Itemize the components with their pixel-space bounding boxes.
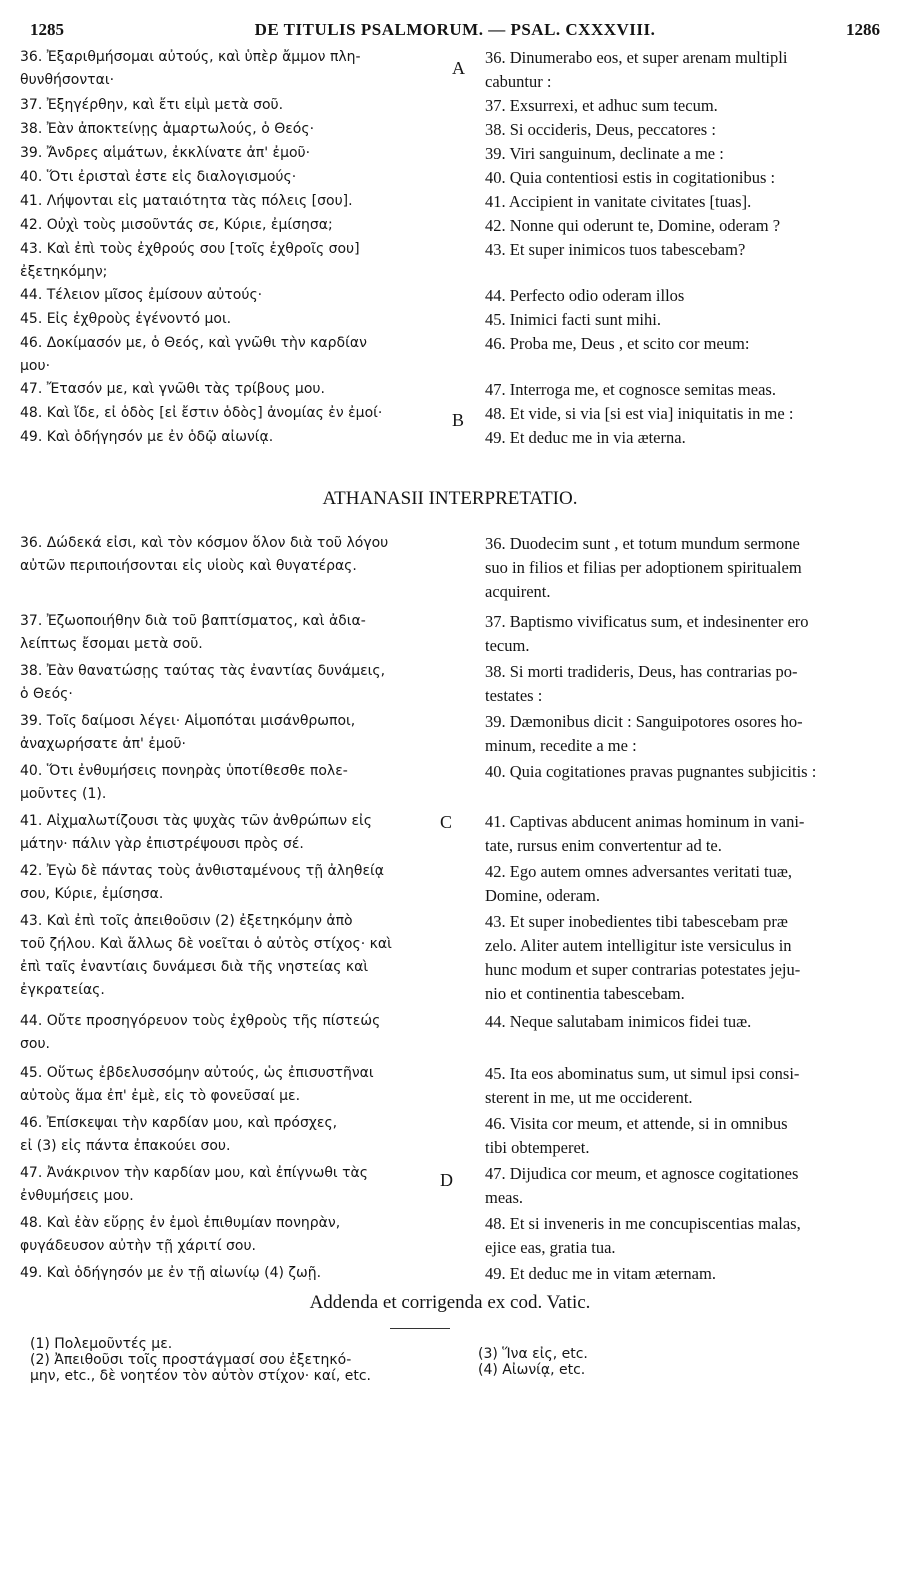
running-title: DE TITULIS PSALMORUM. — PSAL. CXXXVIII. [254, 20, 656, 39]
greek-verse: 43. Καὶ ἐπὶ τοῖς ἀπειθοῦσιν (2) ἐξετηκόμην ἀπὸ τοῦ ζήλου. Καὶ ἄλλως δὲ νοεῖται ὁ αὐτὸς στίχος· καὶ ἐπὶ ταῖς ἐναντίαις δυνάμεσι διὰ τῆς νηστείας καὶ ἐγκρατείας. [20, 913, 392, 998]
verse-row [20, 190, 888, 214]
latin-verse: 48. Et si inveneris in me concupiscentias malas, ejice eas, gratia tua. [485, 1214, 801, 1257]
latin-verse: 40. Quia contentiosi estis in cogitationibus : [485, 168, 776, 187]
greek-verse: 38. Ἐὰν θανατώσῃς ταύτας τὰς ἐναντίας δυνάμεις, ὁ Θεός· [20, 663, 386, 702]
verse-row [20, 910, 888, 1006]
latin-verse: 41. Accipient in vanitate civitates [tuas]. [485, 192, 752, 211]
footnote-divider [390, 1328, 450, 1329]
latin-verse: 44. Perfecto odio oderam illos [485, 286, 685, 305]
verse-row [20, 1162, 888, 1210]
verse-row [20, 284, 888, 308]
latin-verse: 38. Si morti tradideris, Deus, has contrarias po- testates : [485, 662, 798, 705]
verse-row [20, 1112, 888, 1160]
latin-verse: 42. Nonne qui oderunt te, Domine, oderam ? [485, 216, 781, 235]
latin-verse: 44. Neque salutabam inimicos fidei tuæ. [485, 1012, 752, 1031]
latin-verse: 40. Quia cogitationes pravas pugnantes subjicitis : [485, 762, 817, 781]
verse-row [20, 760, 888, 806]
greek-verse: 39. Τοῖς δαίμοσι λέγει· Αἱμοπόται μισάνθρωποι, ἀναχωρήσατε ἀπ' ἐμοῦ· [20, 713, 356, 752]
latin-verse: 43. Et super inimicos tuos tabescebam? [485, 240, 746, 259]
latin-verse: 39. Viri sanguinum, declinate a me : [485, 144, 724, 163]
latin-verse: 41. Captivas abducent animas hominum in vani- tate, rursus enim convertentur ad te. [485, 812, 805, 855]
greek-verse: 42. Ἐγὼ δὲ πάντας τοὺς ἀνθισταμένους τῇ ἀληθείᾳ σου, Κύριε, ἐμίσησα. [20, 863, 385, 902]
column-number-right: 1286 [846, 20, 880, 39]
verse-row [20, 710, 888, 758]
verse-row [20, 332, 888, 378]
psalm-text-section [20, 46, 888, 450]
greek-verse: 43. Καὶ ἐπὶ τοὺς ἐχθρούς σου [τοῖς ἐχθροῖς σου] ἐξετηκόμην; [20, 241, 360, 280]
verse-row [20, 1212, 888, 1260]
greek-verse: 45. Οὕτως ἐβδελυσσόμην αὐτούς, ὡς ἐπισυστῆναι αὐτοὺς ἅμα ἐπ' ἐμὲ, εἰς τὸ φονεῦσαί με. [20, 1065, 374, 1104]
greek-verse: 40. Ὅτι ἐνθυμήσεις πονηρὰς ὑποτίθεσθε πολε- μοῦντες (1). [20, 763, 348, 802]
greek-verse: 40. Ὅτι ἐρισταὶ ἐστε εἰς διαλογισμούς· [20, 169, 297, 185]
verse-row [20, 532, 888, 604]
latin-verse: 48. Et vide, si via [si est via] iniquitatis in me : [485, 404, 794, 423]
greek-verse: 45. Εἰς ἐχθροὺς ἐγένοντό μοι. [20, 311, 232, 327]
footnotes-right: (3) Ἵνα εἰς, etc. (4) Αἰωνίᾳ, etc. [478, 1346, 588, 1378]
greek-verse: 41. Αἰχμαλωτίζουσι τὰς ψυχὰς τῶν ἀνθρώπων εἰς μάτην· πάλιν γὰρ ἐπιστρέψουσι πρὸς σέ. [20, 813, 373, 852]
latin-verse: 38. Si occideris, Deus, peccatores : [485, 120, 716, 139]
verse-row [20, 660, 888, 708]
margin-letter-c: C [440, 812, 453, 832]
latin-verse: 37. Baptismo vivificatus sum, et indesinenter ero tecum. [485, 612, 809, 655]
latin-verse: 36. Duodecim sunt , et totum mundum sermone suo in filios et filias per adoptionem spiritualem acquirent. [485, 534, 802, 601]
latin-verse: 46. Proba me, Deus , et scito cor meum: [485, 334, 750, 353]
greek-verse: 44. Τέλειον μῖσος ἐμίσουν αὐτούς· [20, 287, 263, 303]
greek-verse: 37. Ἐξηγέρθην, καὶ ἔτι εἰμὶ μετὰ σοῦ. [20, 97, 284, 113]
greek-verse: 46. Δοκίμασόν με, ὁ Θεός, καὶ γνῶθι τὴν καρδίαν μου· [20, 335, 367, 374]
latin-verse: 42. Ego autem omnes adversantes veritati tuæ, Domine, oderam. [485, 862, 793, 905]
greek-verse: 42. Οὐχὶ τοὺς μισοῦντάς σε, Κύριε, ἐμίσησα; [20, 217, 333, 233]
latin-verse: 43. Et super inobedientes tibi tabescebam præ zelo. Aliter autem intelligitur iste versiculus in hunc modum et super contrarias potestates jeju- nio et continentia tabescebam. [485, 912, 801, 1003]
latin-verse: 46. Visita cor meum, et attende, si in omnibus tibi obtemperet. [485, 1114, 788, 1157]
greek-verse: 47. Ἔτασόν με, καὶ γνῶθι τὰς τρίβους μου. [20, 381, 325, 397]
verse-row [20, 214, 888, 238]
verse-row [20, 860, 888, 908]
greek-verse: 49. Καὶ ὁδήγησόν με ἐν τῇ αἰωνίῳ (4) ζωῇ. [20, 1265, 322, 1281]
latin-verse: 47. Interroga me, et cognosce semitas meas. [485, 380, 776, 399]
greek-verse: 49. Καὶ ὁδήγησόν με ἐν ὁδῷ αἰωνίᾳ. [20, 429, 274, 445]
greek-verse: 47. Ἀνάκρινον τὴν καρδίαν μου, καὶ ἐπίγνωθι τὰς ἐνθυμήσεις μου. [20, 1165, 368, 1204]
verse-row [20, 94, 888, 118]
latin-verse: 39. Dæmonibus dicit : Sanguipotores osores ho- minum, recedite a me : [485, 712, 803, 755]
athanasius-interpretation-section [20, 532, 888, 1286]
greek-verse: 38. Ἐὰν ἀποκτείνῃς ἁμαρτωλούς, ὁ Θεός· [20, 121, 315, 137]
margin-letter-a: A [452, 58, 465, 78]
greek-verse: 39. Ἄνδρες αἱμάτων, ἐκκλίνατε ἀπ' ἐμοῦ· [20, 145, 311, 161]
athanasius-heading: ATHANASII INTERPRETATIO. [322, 488, 578, 509]
verse-row [20, 378, 888, 402]
verse-row [20, 1062, 888, 1110]
footnotes-left: (1) Πολεμοῦντές με. (2) Ἀπειθοῦσι τοῖς προστάγμασί σου ἐξετηκό- μην, etc., δὲ νοητέον τὸν αὐτὸν στίχον· καί, etc. [30, 1336, 371, 1384]
greek-verse: 37. Ἐζωοποιήθην διὰ τοῦ βαπτίσματος, καὶ ἀδια- λείπτως ἔσομαι μετὰ σοῦ. [20, 613, 366, 652]
margin-letter-d: D [440, 1170, 453, 1190]
latin-verse: 49. Et deduc me in via æterna. [485, 428, 686, 447]
greek-verse: 36. Δώδεκά εἰσι, καὶ τὸν κόσμον ὅλον διὰ τοῦ λόγου αὐτῶν περιποιήσονται εἰς υἱοὺς καὶ θυγατέρας. [20, 535, 389, 574]
verse-row [20, 1262, 888, 1286]
latin-verse: 36. Dinumerabo eos, et super arenam multipli cabuntur : [485, 48, 788, 91]
verse-row [20, 238, 888, 284]
greek-verse: 48. Καὶ ἐὰν εὕρῃς ἐν ἐμοὶ ἐπιθυμίαν πονηρὰν, φυγάδευσον αὐτὴν τῇ χάριτί σου. [20, 1215, 341, 1254]
greek-verse: 48. Καὶ ἴδε, εἰ ὁδὸς [εἰ ἔστιν ὁδὸς] ἀνομίας ἐν ἐμοί· [20, 405, 383, 421]
addenda-heading: Addenda et corrigenda ex cod. Vatic. [309, 1292, 591, 1313]
verse-row [20, 142, 888, 166]
verse-row [20, 1010, 888, 1056]
greek-verse: 41. Λήψονται εἰς ματαιότητα τὰς πόλεις [σου]. [20, 193, 353, 209]
greek-verse: 46. Ἐπίσκεψαι τὴν καρδίαν μου, καὶ πρόσχες, εἰ (3) εἰς πάντα ἐπακούει σου. [20, 1115, 338, 1154]
latin-verse: 45. Ita eos abominatus sum, ut simul ipsi consi- sterent in me, ut me occiderent. [485, 1064, 800, 1107]
latin-verse: 47. Dijudica cor meum, et agnosce cogitationes meas. [485, 1164, 799, 1207]
latin-verse: 49. Et deduc me in vitam æternam. [485, 1264, 716, 1283]
verse-row [20, 810, 888, 858]
greek-verse: 44. Οὔτε προσηγόρευον τοὺς ἐχθροὺς τῆς πίστεώς σου. [20, 1013, 381, 1052]
verse-row [20, 118, 888, 142]
verse-row [20, 166, 888, 190]
verse-row [20, 610, 888, 658]
margin-letter-b: B [452, 410, 465, 430]
verse-row [20, 308, 888, 332]
column-number-left: 1285 [30, 20, 64, 39]
latin-verse: 37. Exsurrexi, et adhuc sum tecum. [485, 96, 718, 115]
latin-verse: 45. Inimici facti sunt mihi. [485, 310, 661, 329]
greek-verse: 36. Ἐξαριθμήσομαι αὐτούς, καὶ ὑπὲρ ἄμμον πλη- θυνθήσονται· [20, 49, 361, 88]
